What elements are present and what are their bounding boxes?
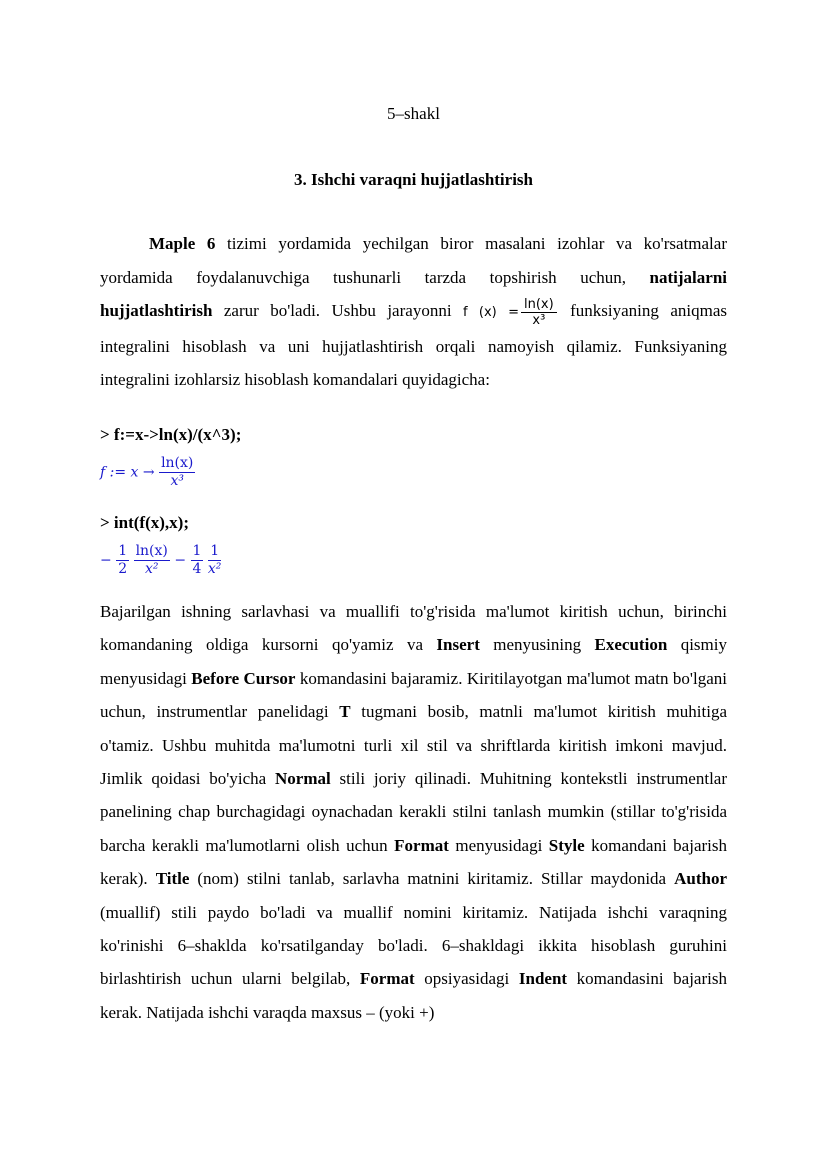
paragraph-intro: Maple 6 tizimi yordamida yechilgan biror masalani izohlar va ko'rsatmalar yordamida foydalanuvchiga tushunarli tarzda topshirish uchun, natijalarni hujjatlashtirish zarur bo'ladi. Ushbu jarayonni f (x) = $\frac{\ln(x)}{\text{x³}}$ funksiyaning aniqmas integralini hisoblash va uni hujjatlashtirish orqali namoyish qilamiz. Funksiyaning integralini izohlarsiz hisoblash komandalari quyidagicha:	[100, 234, 728, 389]
maple-name: Maple 6	[149, 234, 216, 253]
emphasis-text: natijalarni hujjatlashtirish	[100, 267, 727, 320]
maple-command-2: > int(f(x),x);	[100, 513, 189, 532]
formula-lhs: f (x) =	[463, 305, 519, 320]
maple-output-2: − $\frac{1}{2}$ $\frac{\ln(x)}{\text{x²}}$ − $\frac{1}{4}$ $\frac{1}{\text{x²}}$	[100, 543, 222, 577]
inline-formula: $\frac{\ln(x)}{\text{x³}}$	[521, 297, 557, 328]
maple-command-1: > f:=x->ln(x)/(x^3);	[100, 425, 242, 444]
paragraph-documentation: Bajarilgan ishning sarlavhasi va muallifi to'g'risida ma'lumot kiritish uchun, birinchi komandaning oldiga kursorni qo'yamiz va Insert menyusining Execution qismiy menyusidagi Before Cursor komandasini bajaramiz. Kiritilayotgan ma'lumot matn bo'lgani uchun, instrumentlar panelidagi T tugmani bosib, matnli ma'lumot kiritish muhitiga o'tamiz. Ushbu muhitda ma'lumotni turli xil stil va shriftlarda kiritish imkoni mavjud. Jimlik qoidasi bo'yicha Normal stili joriy qilinadi. Muhitning kontekstli instrumentlar panelining chap burchagidagi oynachadan kerakli stilni tanlash mumkin (stillar to'g'risida barcha kerakli ma'lumotlarni olish uchun Format menyusidagi Style komandani bajarish kerak). Title (nom) stilni tanlab, sarlavha matnini kiritamiz. Stillar maydonida Author (muallif) stili paydo bo'ladi va muallif nomini kiritamiz. Natijada ishchi varaqning ko'rinishi 6–shaklda ko'rsatilganday bo'ladi. 6–shakldagi ikkita hisoblash guruhini birlashtirish uchun ularni belgilab, Format opsiyasidagi Indent komandasini bajarish kerak. Natijada ishchi varaqda maxsus – (yoki +)	[100, 602, 728, 1022]
section-heading: 3. Ishchi varaqni hujjatlashtirish	[294, 170, 533, 189]
maple-output-1: f := x → $\frac{\ln(x)}{\text{x³}}$	[100, 455, 194, 489]
figure-label: 5–shakl	[387, 104, 440, 123]
